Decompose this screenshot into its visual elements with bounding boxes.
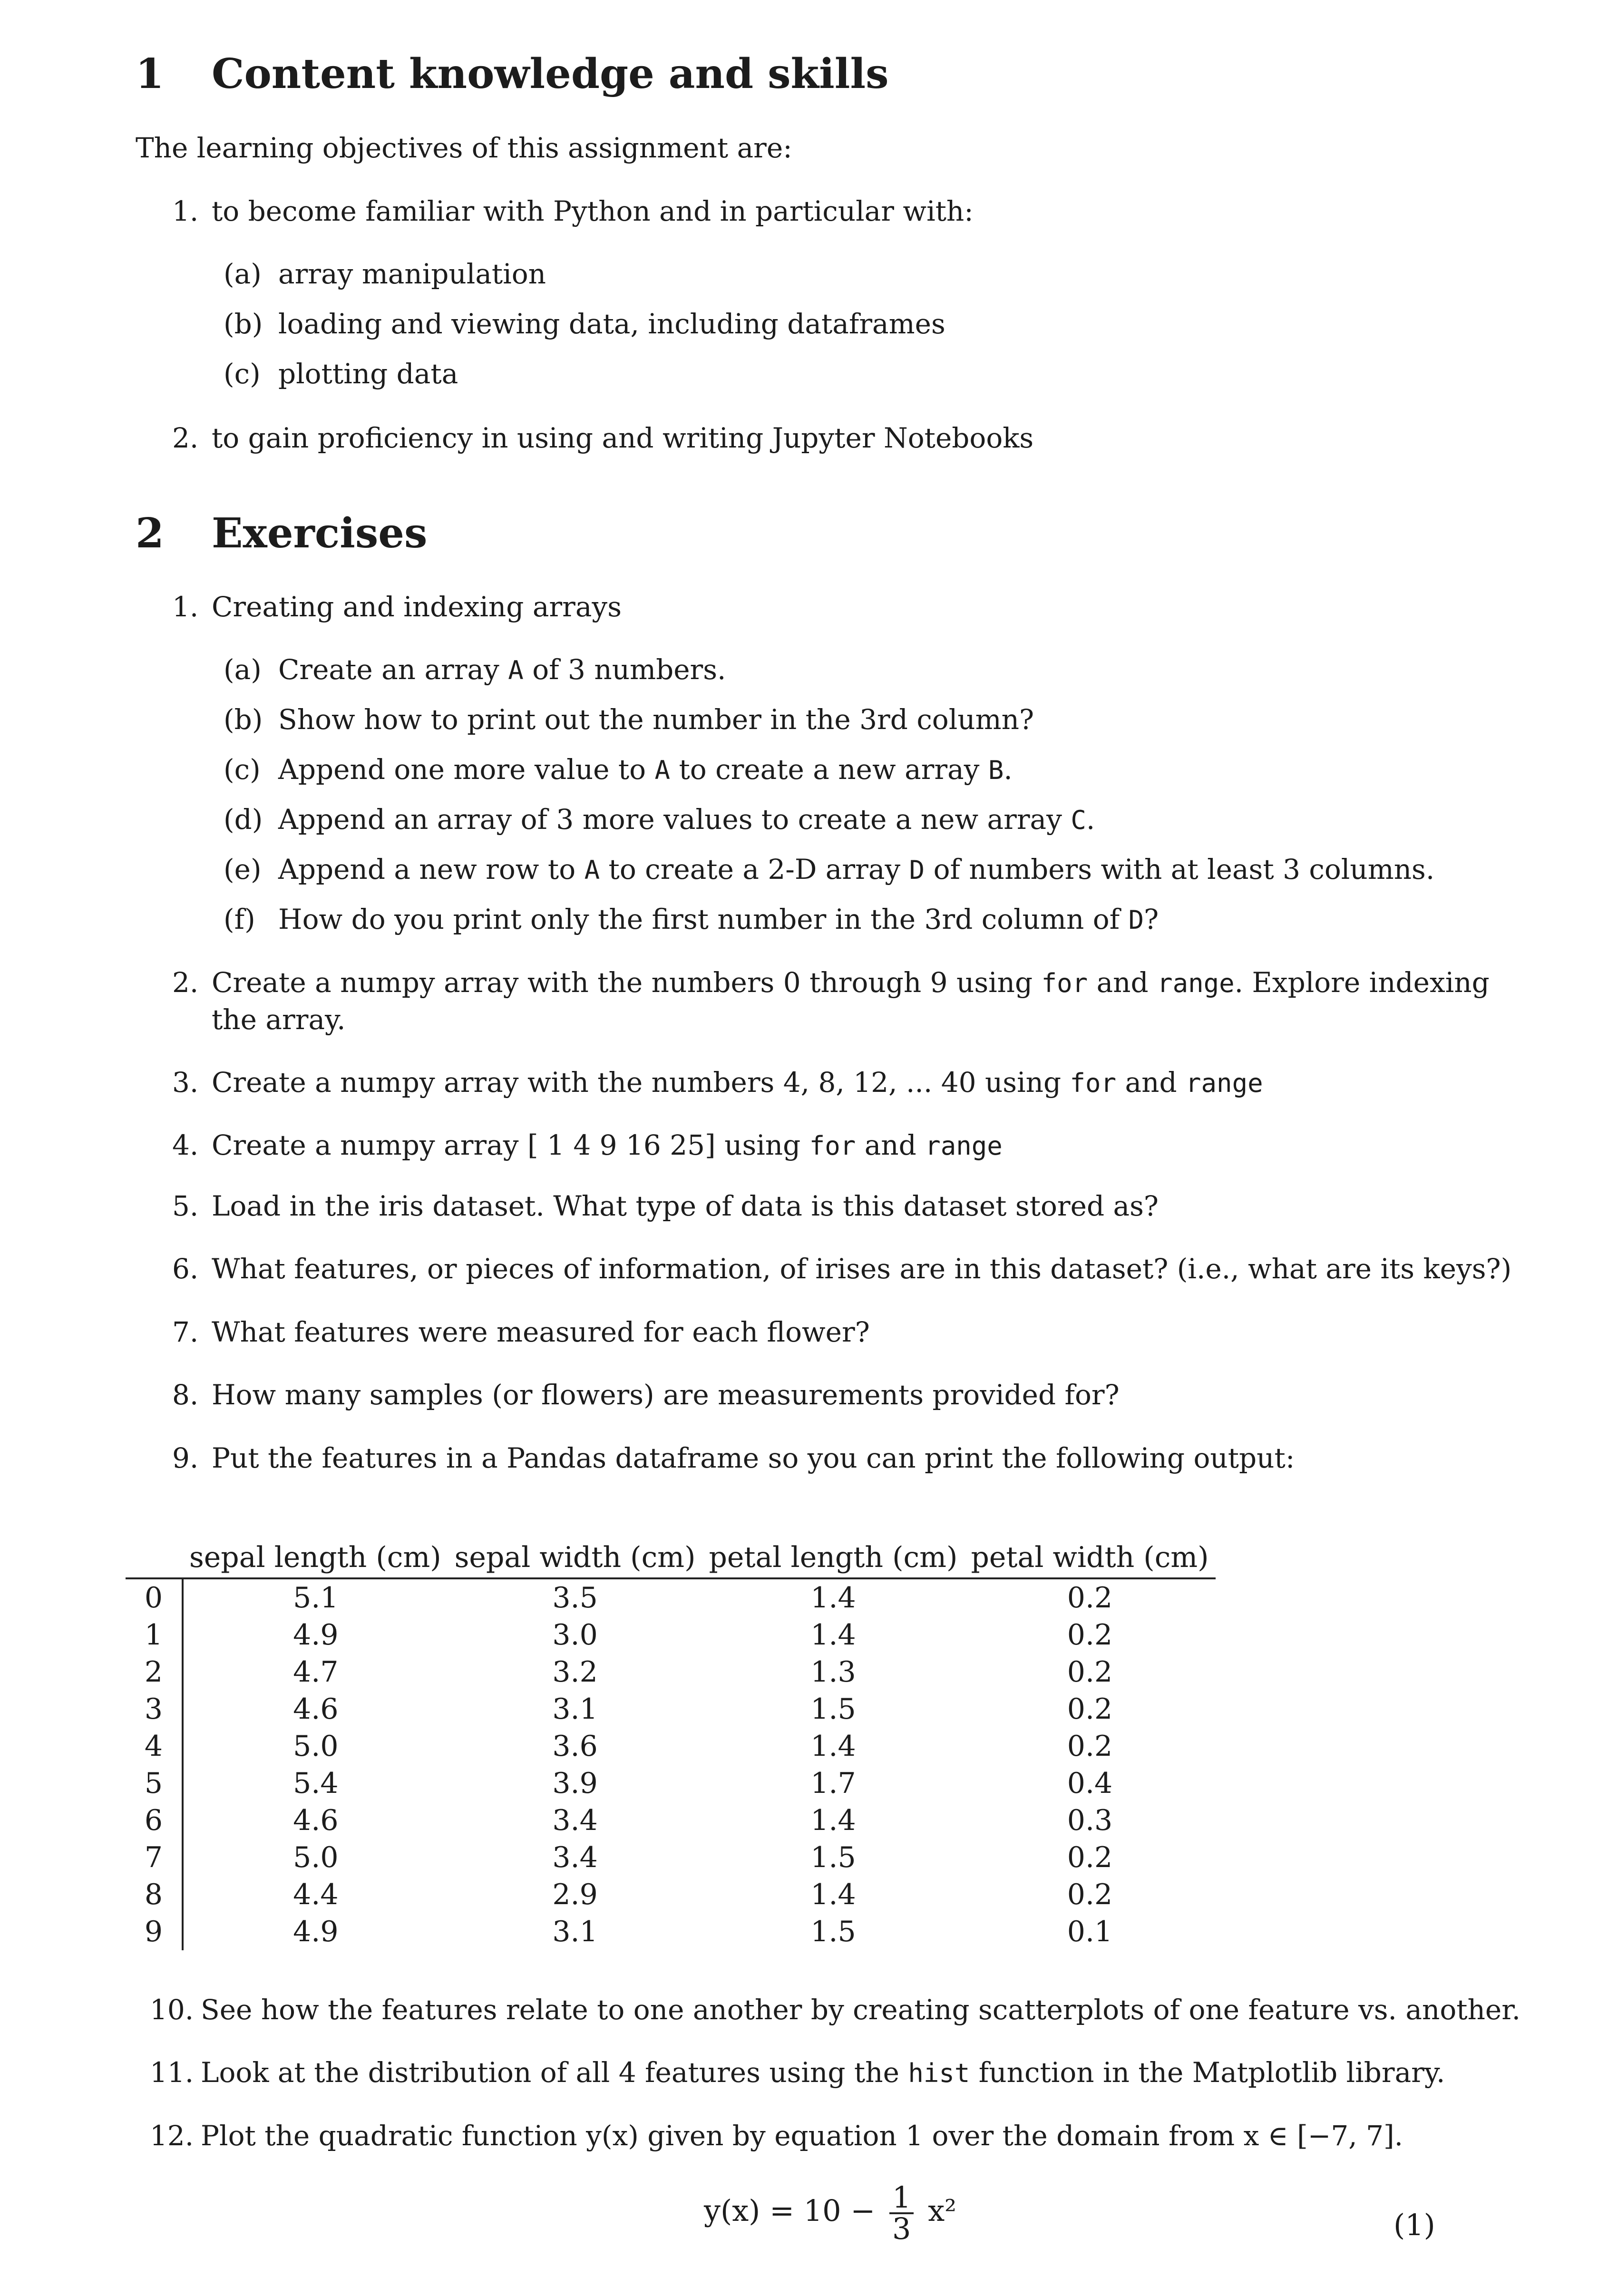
exercise-1-text: Creating and indexing arrays bbox=[212, 591, 622, 623]
section-1-intro: The learning objectives of this assignment are: bbox=[136, 132, 792, 164]
equation-1 bbox=[704, 2180, 957, 2246]
exercise-3-text: Create a numpy array with the numbers 4, 8, 12, ... 40 using for and range bbox=[212, 1066, 1263, 1099]
exercise-1a-text: Create an array A of 3 numbers. bbox=[278, 653, 726, 686]
table-row bbox=[126, 1616, 1216, 1654]
exercise-5-marker: 5. bbox=[172, 1190, 199, 1222]
table-cell: 4.6 bbox=[293, 1803, 339, 1837]
objective-2-text: to gain proficiency in using and writing Jupyter Notebooks bbox=[212, 422, 1034, 454]
table-cell: 0.2 bbox=[1067, 1581, 1113, 1615]
subobjective-b-marker: (b) bbox=[224, 308, 263, 340]
table-cell: 0.2 bbox=[1067, 1878, 1113, 1911]
table-cell: 0.3 bbox=[1067, 1803, 1113, 1837]
table-cell: 5.1 bbox=[293, 1581, 339, 1615]
table-cell: 5.0 bbox=[293, 1840, 339, 1874]
table-cell: 1.4 bbox=[810, 1878, 856, 1911]
exercise-1f-marker: (f) bbox=[224, 903, 255, 935]
table-cell: 2.9 bbox=[552, 1878, 598, 1911]
subobjective-a-marker: (a) bbox=[224, 258, 262, 290]
table-cell: 0.2 bbox=[1067, 1729, 1113, 1763]
table-row-index: 7 bbox=[126, 1839, 183, 1876]
exercise-1c-text: Append one more value to A to create a new array B. bbox=[278, 753, 1013, 786]
table-cell: 3.2 bbox=[552, 1655, 598, 1689]
table-cell: 3.4 bbox=[552, 1840, 598, 1874]
section-1-number: 1 bbox=[136, 50, 164, 98]
table-cell: 1.3 bbox=[810, 1655, 856, 1689]
exercise-4-text: Create a numpy array [ 1 4 9 16 25] using for and range bbox=[212, 1129, 1003, 1161]
table-row-index: 6 bbox=[126, 1802, 183, 1839]
exercise-9-marker: 9. bbox=[172, 1442, 199, 1474]
table-column-header: petal length (cm) bbox=[702, 1540, 964, 1578]
exercise-1d-text: Append an array of 3 more values to create a new array C. bbox=[278, 803, 1095, 836]
table-cell: 1.7 bbox=[810, 1766, 856, 1800]
table-cell: 3.5 bbox=[552, 1581, 598, 1615]
table-cell: 0.2 bbox=[1067, 1692, 1113, 1726]
table-cell: 1.4 bbox=[810, 1803, 856, 1837]
exercise-1c-marker: (c) bbox=[224, 753, 261, 786]
objective-2-marker: 2. bbox=[172, 422, 199, 454]
exercise-1e-marker: (e) bbox=[224, 853, 262, 885]
exercise-1a-marker: (a) bbox=[224, 653, 262, 686]
subobjective-c-text: plotting data bbox=[278, 358, 458, 390]
table-row-index: 9 bbox=[126, 1913, 183, 1950]
table-cell: 3.1 bbox=[552, 1915, 598, 1948]
exercise-2-text-line2: the array. bbox=[212, 1003, 346, 1036]
exercise-12-marker: 12. bbox=[150, 2120, 194, 2152]
table-row bbox=[126, 1876, 1216, 1913]
table-cell: 0.2 bbox=[1067, 1618, 1113, 1652]
table-row bbox=[126, 1765, 1216, 1802]
table-row bbox=[126, 1913, 1216, 1950]
exercise-6-marker: 6. bbox=[172, 1253, 199, 1285]
table-row bbox=[126, 1691, 1216, 1728]
equation-rhs: x² bbox=[928, 2193, 957, 2228]
table-column-header: sepal width (cm) bbox=[448, 1540, 702, 1578]
table-column-header: sepal length (cm) bbox=[183, 1540, 448, 1578]
table-cell: 1.4 bbox=[810, 1581, 856, 1615]
exercise-11-text: Look at the distribution of all 4 features using the hist function in the Matplotlib library. bbox=[201, 2056, 1445, 2089]
table-cell: 0.2 bbox=[1067, 1840, 1113, 1874]
table-cell: 5.4 bbox=[293, 1766, 339, 1800]
exercise-8-text: How many samples (or flowers) are measurements provided for? bbox=[212, 1379, 1120, 1411]
table-row bbox=[126, 1839, 1216, 1876]
table-row-index: 1 bbox=[126, 1616, 183, 1654]
table-cell: 3.0 bbox=[552, 1618, 598, 1652]
exercise-1b-text: Show how to print out the number in the 3rd column? bbox=[278, 703, 1034, 736]
table-row bbox=[126, 1802, 1216, 1839]
section-1-title: Content knowledge and skills bbox=[212, 50, 889, 98]
exercise-9-text: Put the features in a Pandas dataframe so you can print the following output: bbox=[212, 1442, 1295, 1474]
table-cell: 4.6 bbox=[293, 1692, 339, 1726]
table-cell: 4.9 bbox=[293, 1618, 339, 1652]
objective-1-text: to become familiar with Python and in particular with: bbox=[212, 195, 974, 227]
table-cell: 0.1 bbox=[1067, 1915, 1113, 1948]
table-row-index: 5 bbox=[126, 1765, 183, 1802]
exercise-2-text: Create a numpy array with the numbers 0 through 9 using for and range. Explore indexing bbox=[212, 966, 1490, 999]
table-row-index: 8 bbox=[126, 1876, 183, 1913]
table-header-row bbox=[126, 1540, 1216, 1578]
table-cell: 4.7 bbox=[293, 1655, 339, 1689]
table-cell: 1.5 bbox=[810, 1692, 856, 1726]
equation-fraction bbox=[889, 2180, 914, 2246]
table-cell: 1.5 bbox=[810, 1840, 856, 1874]
exercise-4-marker: 4. bbox=[172, 1129, 199, 1161]
table-cell: 3.6 bbox=[552, 1729, 598, 1763]
table-cell: 4.9 bbox=[293, 1915, 339, 1948]
table-cell: 5.0 bbox=[293, 1729, 339, 1763]
table-cell: 3.4 bbox=[552, 1803, 598, 1837]
table-cell: 3.1 bbox=[552, 1692, 598, 1726]
table-row-index: 0 bbox=[126, 1578, 183, 1616]
table-row bbox=[126, 1728, 1216, 1765]
table-body bbox=[126, 1578, 1216, 1950]
exercise-10-marker: 10. bbox=[150, 1994, 194, 2026]
subobjective-b-text: loading and viewing data, including dataframes bbox=[278, 308, 945, 340]
table-row bbox=[126, 1578, 1216, 1616]
table-cell: 3.9 bbox=[552, 1766, 598, 1800]
exercise-2-marker: 2. bbox=[172, 966, 199, 999]
table-cell: 4.4 bbox=[293, 1878, 339, 1911]
equation-lhs: y(x) = 10 − bbox=[704, 2193, 876, 2228]
table-row-index: 4 bbox=[126, 1728, 183, 1765]
exercise-6-text: What features, or pieces of information, of irises are in this dataset? (i.e., what are its keys?) bbox=[212, 1253, 1512, 1285]
table-cell: 1.4 bbox=[810, 1618, 856, 1652]
table-cell: 0.4 bbox=[1067, 1766, 1113, 1800]
table-cell: 1.4 bbox=[810, 1729, 856, 1763]
exercise-3-marker: 3. bbox=[172, 1066, 199, 1099]
exercise-1-marker: 1. bbox=[172, 591, 199, 623]
table-cell: 1.5 bbox=[810, 1915, 856, 1948]
subobjective-c-marker: (c) bbox=[224, 358, 261, 390]
exercise-10-text: See how the features relate to one another by creating scatterplots of one feature vs. another. bbox=[201, 1994, 1521, 2026]
table-row bbox=[126, 1654, 1216, 1691]
exercise-5-text: Load in the iris dataset. What type of data is this dataset stored as? bbox=[212, 1190, 1159, 1222]
exercise-7-text: What features were measured for each flower? bbox=[212, 1316, 870, 1348]
equation-fraction-numerator: 1 bbox=[889, 2183, 914, 2214]
section-2-title: Exercises bbox=[212, 509, 428, 557]
table-cell: 0.2 bbox=[1067, 1655, 1113, 1689]
exercise-1e-text: Append a new row to A to create a 2-D array D of numbers with at least 3 columns. bbox=[278, 853, 1435, 885]
table-row-index: 3 bbox=[126, 1691, 183, 1728]
exercise-1f-text: How do you print only the first number in the 3rd column of D? bbox=[278, 903, 1159, 935]
table-index-header bbox=[126, 1540, 183, 1578]
objective-1-marker: 1. bbox=[172, 195, 199, 227]
table-row-index: 2 bbox=[126, 1654, 183, 1691]
table-column-header: petal width (cm) bbox=[964, 1540, 1215, 1578]
iris-dataframe-table bbox=[126, 1540, 1216, 1950]
exercise-11-marker: 11. bbox=[150, 2056, 194, 2089]
equation-label: (1) bbox=[1393, 2208, 1435, 2242]
exercise-1b-marker: (b) bbox=[224, 703, 263, 736]
exercise-7-marker: 7. bbox=[172, 1316, 199, 1348]
exercise-8-marker: 8. bbox=[172, 1379, 199, 1411]
exercise-12-text: Plot the quadratic function y(x) given by equation 1 over the domain from x ∈ [−7, 7]. bbox=[201, 2120, 1403, 2152]
section-2-number: 2 bbox=[136, 509, 164, 557]
exercise-1d-marker: (d) bbox=[224, 803, 263, 836]
equation-fraction-denominator: 3 bbox=[892, 2211, 911, 2246]
subobjective-a-text: array manipulation bbox=[278, 258, 546, 290]
